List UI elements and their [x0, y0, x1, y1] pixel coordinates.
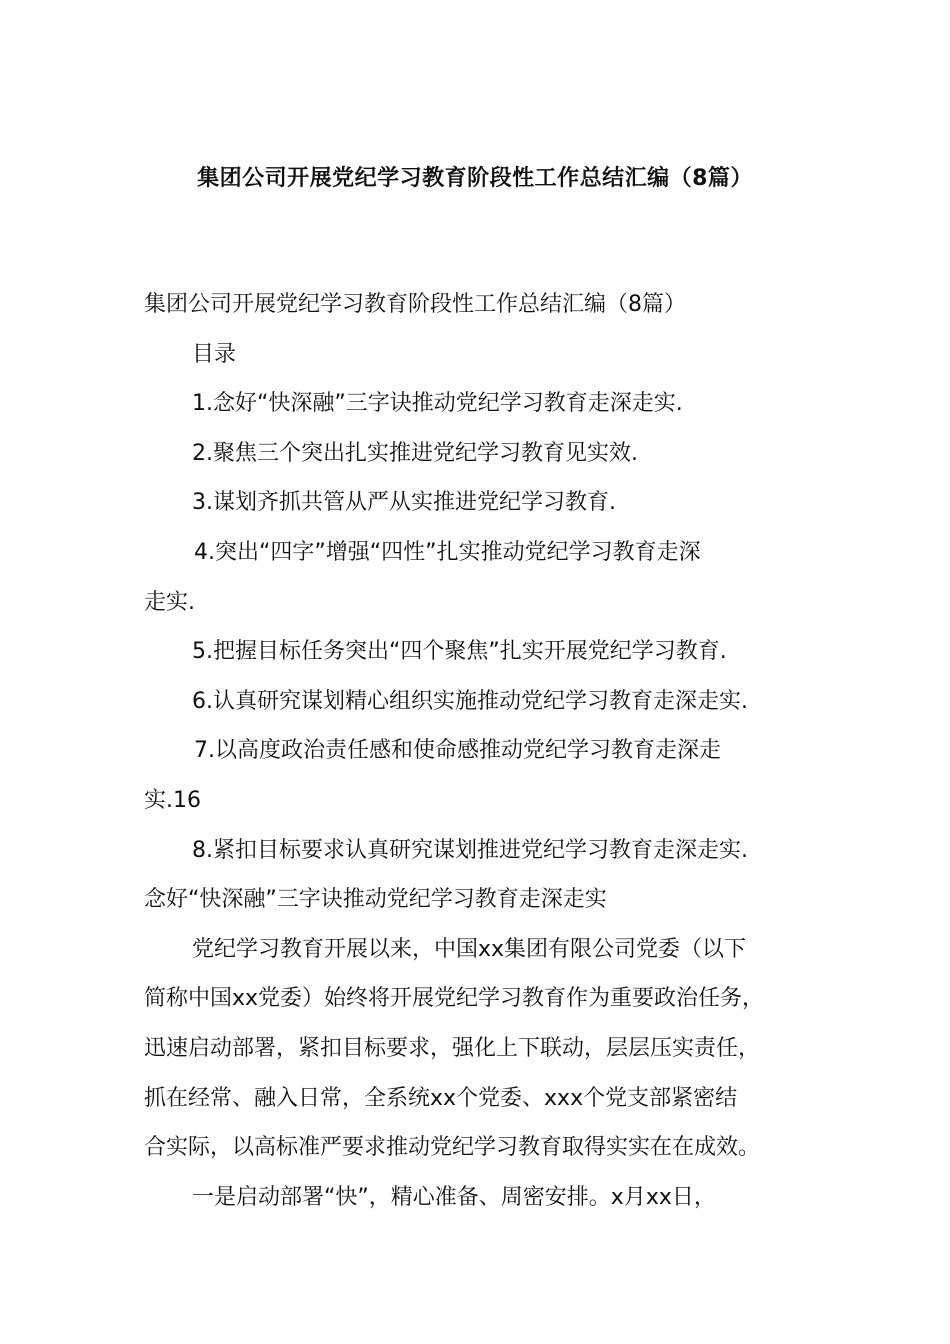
- toc-item-7-continued: 实.16: [144, 787, 201, 813]
- toc-item-3: 3.谋划齐抓共管从严从实推进党纪学习教育.: [192, 490, 616, 516]
- paragraph-1-line-1: 党纪学习教育开展以来，中国xx集团有限公司党委（以下: [192, 936, 747, 962]
- toc-heading: 目录: [192, 341, 237, 367]
- document-title: 集团公司开展党纪学习教育阶段性工作总结汇编（8篇）: [197, 166, 753, 191]
- paragraph-2-line-1: 一是启动部署“快”，精心准备、周密安排。x月xx日，: [192, 1184, 716, 1210]
- paragraph-1-line-3: 迅速启动部署，紧扣目标要求，强化上下联动，层层压实责任，: [144, 1035, 761, 1061]
- toc-item-4: 4.突出“四字”增强“四性”扎实推动党纪学习教育走深: [194, 539, 701, 565]
- toc-item-4-continued: 走实.: [144, 589, 195, 615]
- toc-item-5: 5.把握目标任务突出“四个聚焦”扎实开展党纪学习教育.: [192, 639, 727, 665]
- document-subtitle: 集团公司开展党纪学习教育阶段性工作总结汇编（8篇）: [144, 292, 686, 317]
- section-heading: 念好“快深融”三字诀推动党纪学习教育走深走实: [144, 887, 607, 913]
- toc-item-2: 2.聚焦三个突出扎实推进党纪学习教育见实效.: [192, 440, 638, 466]
- toc-item-1: 1.念好“快深融”三字诀推动党纪学习教育走深走实.: [192, 391, 683, 417]
- paragraph-1-line-2: 简称中国xx党委）始终将开展党纪学习教育作为重要政治任务，: [144, 986, 765, 1012]
- document-body: [144, 280, 808, 1222]
- paragraph-1-line-5: 合实际，以高标准严要求推动党纪学习教育取得实实在在成效。: [144, 1135, 761, 1161]
- paragraph-1-line-4: 抓在经常、融入日常，全系统xx个党委、xxx个党支部紧密结: [144, 1085, 738, 1111]
- toc-item-6: 6.认真研究谋划精心组织实施推动党纪学习教育走深走实.: [192, 688, 748, 714]
- toc-item-7: 7.以高度政治责任感和使命感推动党纪学习教育走深走: [194, 738, 721, 764]
- toc-item-8: 8.紧扣目标要求认真研究谋划推进党纪学习教育走深走实.: [192, 837, 748, 863]
